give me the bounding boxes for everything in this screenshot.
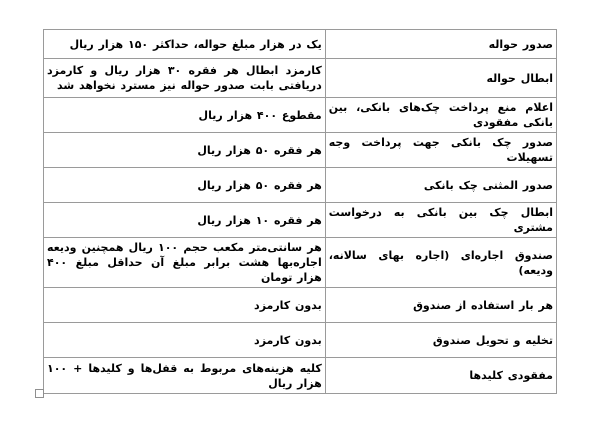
service-cell: ابطال حواله	[325, 59, 556, 98]
fee-cell: هر فقره ۵۰ هزار ریال	[44, 168, 326, 203]
fee-cell: یک در هزار مبلغ حواله، حداکثر ۱۵۰ هزار ریال	[44, 30, 326, 59]
fees-table-body	[44, 30, 557, 394]
table-row	[44, 358, 557, 394]
service-cell: اعلام منع پرداخت چک‌های بانکی، بین بانکی مفقودی	[325, 98, 556, 133]
table-row	[44, 168, 557, 203]
service-cell: مفقودی کلیدها	[325, 358, 556, 394]
table-row	[44, 98, 557, 133]
fee-cell: مقطوع ۴۰۰ هزار ریال	[44, 98, 326, 133]
fee-cell: بدون کارمزد	[44, 323, 326, 358]
fee-cell: هر فقره ۱۰ هزار ریال	[44, 203, 326, 238]
table-row	[44, 30, 557, 59]
table-row	[44, 59, 557, 98]
fees-table	[43, 29, 557, 394]
table-row	[44, 323, 557, 358]
fee-cell: بدون کارمزد	[44, 288, 326, 323]
table-row	[44, 288, 557, 323]
service-cell: صدور چک بانکی جهت پرداخت وجه تسهیلات	[325, 133, 556, 168]
fee-cell: کارمزد ابطال هر فقره ۳۰ هزار ریال و کارمزد دریافتی بابت صدور حواله نیز مسترد نخواهد شد	[44, 59, 326, 98]
table-row	[44, 238, 557, 288]
service-cell: صندوق اجاره‌ای (اجاره بهای سالانه، ودیعه)	[325, 238, 556, 288]
fee-cell: هر سانتی‌متر مکعب حجم ۱۰۰ ریال همچنین ودیعه اجاره‌بها هشت برابر مبلغ آن حداقل مبلغ ۴۰۰ هزار تومان	[44, 238, 326, 288]
service-cell: هر بار استفاده از صندوق	[325, 288, 556, 323]
table-row	[44, 133, 557, 168]
anchor-marker	[35, 389, 44, 398]
fee-cell: هر فقره ۵۰ هزار ریال	[44, 133, 326, 168]
service-cell: تخلیه و تحویل صندوق	[325, 323, 556, 358]
table-row	[44, 203, 557, 238]
service-cell: صدور المثنی چک بانکی	[325, 168, 556, 203]
service-cell: ابطال چک بین بانکی به درخواست مشتری	[325, 203, 556, 238]
fee-cell: کلیه هزینه‌های مربوط به قفل‌ها و کلیدها + ۱۰۰ هزار ریال	[44, 358, 326, 394]
service-cell: صدور حواله	[325, 30, 556, 59]
